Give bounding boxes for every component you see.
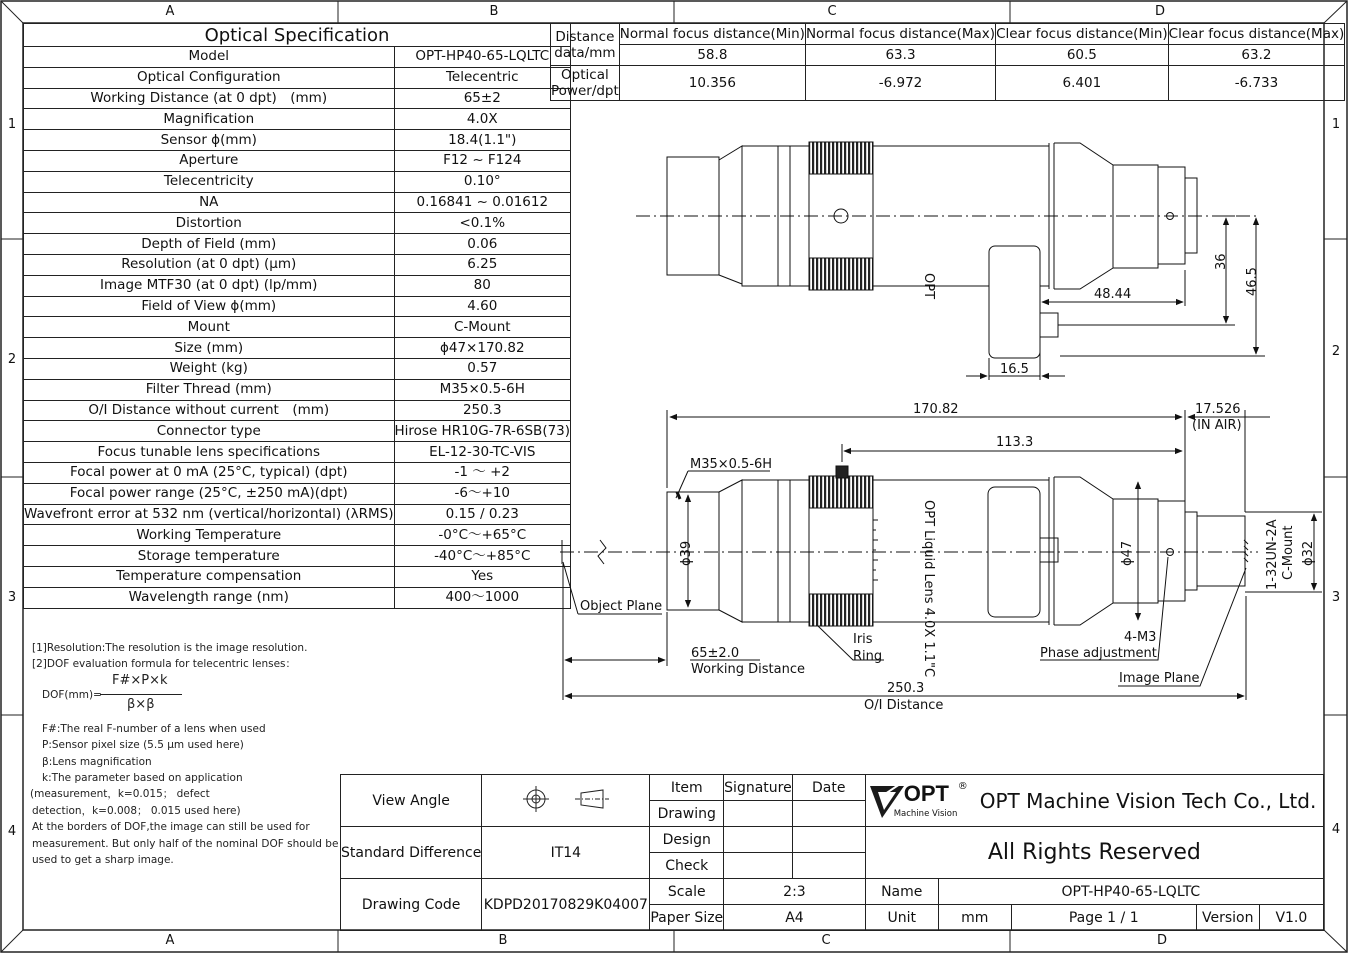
power-value: -6.972 [805, 66, 995, 101]
company-name: OPT Machine Vision Tech Co., Ltd. [979, 788, 1317, 813]
spec-key: Magnification [24, 109, 395, 130]
title-block [340, 774, 1324, 931]
spec-key: Size (mm) [24, 338, 395, 359]
paper-size-value: A4 [724, 905, 866, 931]
spec-key: Working Distance (at 0 dpt) (mm) [24, 88, 395, 109]
cmount-thread: 1-32UN-2A [1265, 519, 1280, 590]
check-signature [724, 853, 793, 879]
spec-value: Hirose HR10G-7R-6SB(73) [394, 421, 571, 442]
drawing-label: Drawing [650, 801, 724, 827]
dim-113-3: 113.3 [996, 435, 1034, 450]
distance-row-label: Distance data/mm [551, 24, 620, 66]
def-line: F#:The real F-number of a lens when used [42, 722, 266, 735]
unit-value: mm [938, 905, 1011, 931]
oi-value: 250.3 [887, 681, 925, 696]
spec-key: Optical Configuration [24, 67, 395, 88]
check-label: Check [650, 853, 724, 879]
scale-label: Scale [650, 879, 724, 905]
note-line: used to get a sharp image. [32, 854, 174, 867]
note-line: detection，k=0.008； 0.015 used here) [32, 804, 241, 817]
spec-value: M35×0.5-6H [394, 379, 571, 400]
spec-key: NA [24, 192, 395, 213]
version-value: V1.0 [1259, 905, 1323, 931]
def-line: β:Lens magnification [42, 755, 152, 768]
spec-value: <0.1% [394, 213, 571, 234]
spec-key: Telecentricity [24, 171, 395, 192]
check-date [792, 853, 865, 879]
spec-value: 0.57 [394, 358, 571, 379]
spec-value: 4.60 [394, 296, 571, 317]
formula-numerator: F#×P×k [112, 672, 168, 688]
zone-col-a-top: A [165, 4, 175, 19]
drawing-code-value: KDPD20170829K04007 [482, 879, 650, 931]
spec-value: 65±2 [394, 88, 571, 109]
spec-key: Model [24, 47, 395, 68]
barrel-marking: OPT Liquid Lens 4.0X 1.1"C [921, 500, 936, 678]
in-air-note: (IN AIR) [1192, 418, 1242, 433]
zone-row-2-left: 2 [7, 352, 17, 367]
paper-size-label: Paper Size [650, 905, 724, 931]
spec-value: -40°C～+85°C [394, 546, 571, 567]
spec-value: -0°C～+65°C [394, 525, 571, 546]
zone-row-4-right: 4 [1331, 822, 1341, 837]
spec-value: 250.3 [394, 400, 571, 421]
zone-col-d-top: D [1154, 4, 1165, 19]
spec-value: ϕ47×170.82 [394, 338, 571, 359]
m3-label: 4-M3 [1124, 630, 1157, 645]
spec-key: Sensor ϕ(mm) [24, 130, 395, 151]
distance-header: Normal focus distance(Min) [619, 24, 805, 45]
distance-value: 63.2 [1168, 45, 1345, 66]
spec-value: 0.06 [394, 234, 571, 255]
wd-label: Working Distance [691, 662, 805, 677]
spec-key: Wavefront error at 532 nm (vertical/horizontal) (λRMS) [24, 504, 395, 525]
spec-key: Focal power range (25°C, ±250 mA)(dpt) [24, 483, 395, 504]
spec-value: 18.4(1.1") [394, 130, 571, 151]
spec-key: Filter Thread (mm) [24, 379, 395, 400]
spec-value: EL-12-30-TC-VIS [394, 442, 571, 463]
spec-key: Mount [24, 317, 395, 338]
distance-header: Clear focus distance(Min) [996, 24, 1169, 45]
design-date [792, 827, 865, 853]
item-header: Item [650, 775, 724, 801]
spec-value: 6.25 [394, 254, 571, 275]
lens-side-view [560, 410, 1322, 700]
spec-key: Focal power at 0 mA (25°C, typical) (dpt) [24, 462, 395, 483]
spec-value: C-Mount [394, 317, 571, 338]
name-label: Name [865, 879, 938, 905]
zone-col-d-bottom: D [1156, 933, 1167, 948]
spec-key: Field of View ϕ(mm) [24, 296, 395, 317]
cmount-label: C-Mount [1281, 525, 1296, 580]
page-indicator: Page 1 / 1 [1011, 905, 1196, 931]
scale-ticks [873, 520, 878, 580]
spec-key: Distortion [24, 213, 395, 234]
signature-header: Signature [724, 775, 793, 801]
power-row-label: Optical Power/dpt [551, 67, 619, 99]
view-angle-symbol [482, 775, 650, 827]
company-cell [865, 775, 1323, 827]
power-value: 10.356 [619, 66, 805, 101]
object-plane-label: Object Plane [580, 599, 663, 614]
zone-col-c-top: C [827, 4, 837, 19]
power-value: -6.733 [1168, 66, 1345, 101]
zone-row-3-right: 3 [1331, 590, 1341, 605]
zone-row-2-right: 2 [1331, 344, 1341, 359]
spec-value: OPT-HP40-65-LQLTC [394, 47, 571, 68]
spec-key: Resolution (at 0 dpt) (µm) [24, 254, 395, 275]
spec-key: Working Temperature [24, 525, 395, 546]
power-value: 6.401 [996, 66, 1169, 101]
design-signature [724, 827, 793, 853]
dim-phi32: ϕ32 [1301, 540, 1316, 566]
formula-label: DOF(mm)= [42, 688, 102, 701]
drawing-code-label: Drawing Code [341, 879, 482, 931]
registered-mark: ® [957, 780, 968, 792]
top-barrel-text: OPT [921, 273, 936, 300]
iris-ring-label-2: Ring [853, 649, 883, 664]
spec-value: -1 ～ +2 [394, 462, 571, 483]
def-line: k:The parameter based on application [42, 772, 243, 785]
dim-phi39: ϕ39 [679, 540, 694, 566]
zone-col-b-bottom: B [498, 933, 508, 948]
dim-48-44: 48.44 [1094, 287, 1132, 302]
dim-phi47: ϕ47 [1120, 540, 1135, 566]
spec-key: O/I Distance without current (mm) [24, 400, 395, 421]
zone-col-b-top: B [489, 4, 499, 19]
dim-170-82: 170.82 [913, 402, 959, 417]
scale-value: 2:3 [724, 879, 866, 905]
zone-col-c-bottom: C [821, 933, 831, 948]
note-line: At the borders of DOF,the image can still be used for [32, 821, 310, 834]
spec-value: Yes [394, 566, 571, 587]
spec-value: 4.0X [394, 109, 571, 130]
spec-value: 0.10° [394, 171, 571, 192]
spec-key: Aperture [24, 150, 395, 171]
spec-value: F12 ~ F124 [394, 150, 571, 171]
spec-value: 80 [394, 275, 571, 296]
note-line: [2]DOF evaluation formula for telecentric lenses： [32, 658, 297, 671]
spec-value: -6～+10 [394, 483, 571, 504]
projection-symbol-icon [521, 784, 611, 814]
spec-key: Depth of Field (mm) [24, 234, 395, 255]
spec-key: Connector type [24, 421, 395, 442]
note-line: [1]Resolution:The resolution is the image resolution. [32, 642, 308, 654]
spec-value: Telecentric [394, 67, 571, 88]
dim-46-5: 46.5 [1245, 267, 1260, 296]
iris-ring-label-1: Iris [853, 632, 873, 647]
design-label: Design [650, 827, 724, 853]
thread-label: M35×0.5-6H [690, 457, 773, 472]
dim-16-5: 16.5 [1000, 362, 1029, 377]
distance-header: Normal focus distance(Max) [805, 24, 995, 45]
rights-cell: All Rights Reserved [865, 827, 1323, 879]
def-line: P:Sensor pixel size (5.5 µm used here) [42, 739, 244, 752]
wd-value: 65±2.0 [691, 646, 740, 661]
drawing-date [792, 801, 865, 827]
spec-title: Optical Specification [24, 24, 571, 47]
note-line: (measurement，k=0.015； defect [30, 788, 210, 801]
image-plane-label: Image Plane [1119, 671, 1200, 686]
drawing-signature [724, 801, 793, 827]
unit-label: Unit [865, 905, 938, 931]
zone-col-a-bottom: A [165, 933, 175, 948]
phase-adjustment-label: Phase adjustment [1040, 646, 1157, 661]
distance-header: Clear focus distance(Max) [1168, 24, 1345, 45]
spec-value: 0.15 / 0.23 [394, 504, 571, 525]
spec-key: Temperature compensation [24, 566, 395, 587]
date-header: Date [792, 775, 865, 801]
spec-key: Image MTF30 (at 0 dpt) (lp/mm) [24, 275, 395, 296]
zone-row-1-left: 1 [7, 117, 17, 132]
spec-key: Wavelength range (nm) [24, 587, 395, 608]
it14-value: IT14 [482, 827, 650, 879]
spec-key: Focus tunable lens specifications [24, 442, 395, 463]
distance-value: 58.8 [619, 45, 805, 66]
note-line: measurement. But only half of the nominal DOF should be [32, 837, 339, 850]
standard-difference-label: Standard Difference [341, 827, 482, 879]
dim-17-526: 17.526 [1195, 402, 1241, 417]
view-angle-label: View Angle [341, 775, 482, 827]
zone-row-4-left: 4 [7, 824, 17, 839]
spec-value: 400～1000 [394, 587, 571, 608]
name-value: OPT-HP40-65-LQLTC [938, 879, 1323, 905]
zone-row-1-right: 1 [1331, 117, 1341, 132]
formula-denominator: β×β [127, 696, 155, 712]
version-label: Version [1196, 905, 1259, 931]
logo-text: OPT [903, 780, 949, 806]
spec-value: 0.16841 ~ 0.01612 [394, 192, 571, 213]
spec-key: Weight (kg) [24, 358, 395, 379]
dim-36: 36 [1214, 253, 1229, 270]
zone-row-3-left: 3 [7, 590, 17, 605]
oi-label: O/I Distance [864, 698, 944, 713]
logo-subtext: Machine Vision [893, 808, 958, 819]
spec-key: Storage temperature [24, 546, 395, 567]
opt-logo [870, 781, 970, 821]
distance-value: 63.3 [805, 45, 995, 66]
lens-top-view [636, 142, 1265, 380]
distance-value: 60.5 [996, 45, 1169, 66]
